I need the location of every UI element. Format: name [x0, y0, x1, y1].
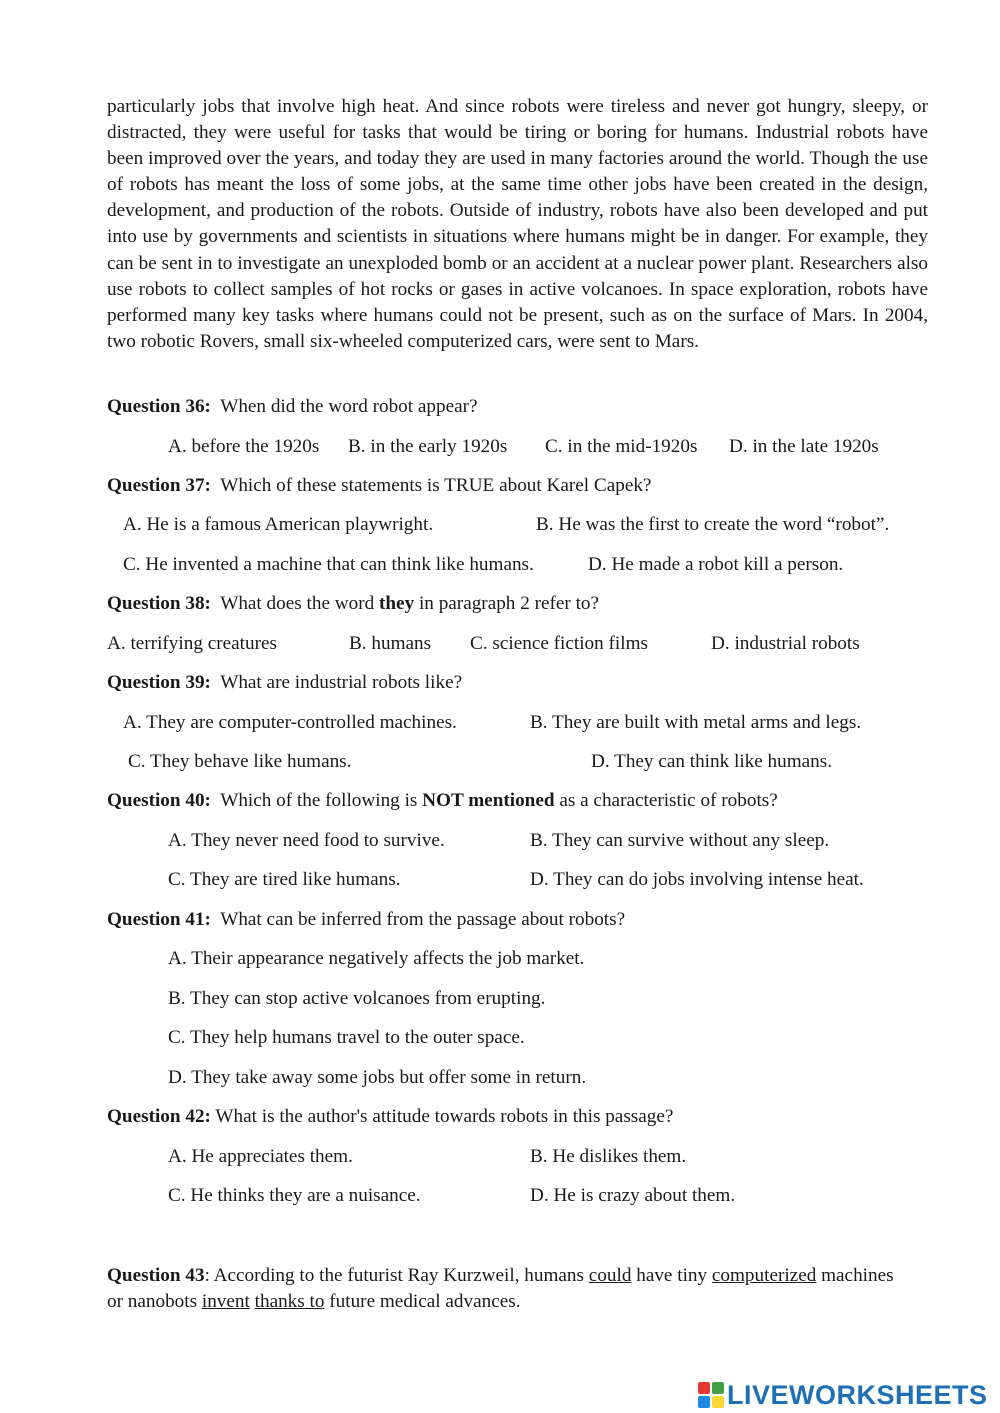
question-40-text-before: Which of the following is — [220, 790, 418, 811]
q37-option-c: C. He invented a machine that can think like humans. — [123, 554, 534, 575]
q36-option-c: C. in the mid-1920s — [545, 436, 698, 457]
logo-square-1 — [698, 1382, 710, 1394]
question-40-label: Question 40: — [107, 790, 211, 811]
reading-passage: particularly jobs that involve high heat. And since robots were tireless and never got hungry, sleepy, or distracted, they were useful for tasks that would be tiring or boring for humans. Industrial robots have been improved over the years, and today they are used in many factories around the world. Though the use of robots has meant the loss of some jobs, at the same time other jobs have been created in the design, development, and production of the robots. Outside of industry, robots have also been developed and put into use by governments and scientists in situations where humans might be in danger. For example, they can be sent in to investigate an unexploded bomb or an accident at a nuclear power plant. Researchers also use robots to collect samples of hot rocks or gases in active volcanoes. In space exploration, robots have performed many key tasks where humans could not be present, such as on the surface of Mars. In 2004, two robotic Rovers, small six-wheeled computerized cars, were sent to Mars. — [107, 96, 928, 352]
question-40-text-after: as a characteristic of robots? — [559, 790, 778, 811]
q41-option-c: C. They help humans travel to the outer space. — [168, 1027, 525, 1048]
q38-option-c: C. science fiction films — [470, 633, 648, 654]
q39-option-a: A. They are computer-controlled machines. — [123, 712, 457, 733]
question-38-text-after: in paragraph 2 refer to? — [418, 593, 600, 614]
question-37-label: Question 37: — [107, 475, 211, 496]
q37-option-a: A. He is a famous American playwright. — [123, 514, 434, 535]
question-42-label: Question 42: — [107, 1106, 211, 1127]
question-36 — [107, 395, 478, 419]
q36-option-b: B. in the early 1920s — [348, 436, 508, 457]
question-43-label: Question 43 — [107, 1265, 205, 1286]
question-41-text: What can be inferred from the passage about robots? — [220, 909, 626, 930]
q37-option-b: B. He was the first to create the word “robot”. — [536, 514, 890, 535]
q41-option-a: A. Their appearance negatively affects the job market. — [168, 948, 585, 969]
question-43 — [107, 1263, 907, 1315]
q39-option-c: C. They behave like humans. — [128, 751, 352, 772]
q37-option-d: D. He made a robot kill a person. — [588, 554, 844, 575]
question-40-keyword: NOT mentioned — [422, 790, 555, 811]
question-39-label: Question 39: — [107, 672, 211, 693]
question-39-text: What are industrial robots like? — [220, 672, 463, 693]
logo-square-2 — [712, 1382, 724, 1394]
q42-option-a: A. He appreciates them. — [168, 1146, 353, 1167]
question-43-underlined-thanks-to: thanks to — [254, 1291, 325, 1312]
question-37-text: Which of these statements is TRUE about Karel Capek? — [220, 475, 652, 496]
logo-square-3 — [698, 1396, 710, 1408]
q40-option-b: B. They can survive without any sleep. — [530, 830, 830, 851]
question-36-text: When did the word robot appear? — [220, 396, 478, 417]
q41-option-d: D. They take away some jobs but offer some in return. — [168, 1067, 587, 1088]
reading-passage-container — [107, 94, 928, 355]
question-43-text-5: future medical advances. — [324, 1291, 521, 1312]
q40-option-d: D. They can do jobs involving intense heat. — [530, 869, 864, 890]
question-37 — [107, 474, 651, 498]
question-41-label: Question 41: — [107, 909, 211, 930]
q40-option-a: A. They never need food to survive. — [168, 830, 445, 851]
question-43-underlined-could: could — [588, 1265, 632, 1286]
q42-option-b: B. He dislikes them. — [530, 1146, 687, 1167]
question-43-text-2: have tiny — [631, 1265, 712, 1286]
q38-option-b: B. humans — [349, 633, 432, 654]
question-39 — [107, 671, 462, 695]
question-41 — [107, 908, 625, 932]
q38-option-d: D. industrial robots — [711, 633, 860, 654]
question-43-underlined-invent: invent — [201, 1291, 250, 1312]
liveworksheets-logo-icon — [698, 1382, 724, 1408]
liveworksheets-watermark — [698, 1378, 988, 1412]
question-43-underlined-computerized: computerized — [711, 1265, 817, 1286]
logo-square-4 — [712, 1396, 724, 1408]
q38-option-a: A. terrifying creatures — [107, 633, 277, 654]
question-38 — [107, 592, 599, 616]
question-42 — [107, 1105, 673, 1129]
question-36-label: Question 36: — [107, 396, 211, 417]
q36-option-d: D. in the late 1920s — [729, 436, 879, 457]
question-42-text: What is the author's attitude towards robots in this passage? — [215, 1106, 674, 1127]
q36-option-a: A. before the 1920s — [168, 436, 320, 457]
q42-option-c: C. He thinks they are a nuisance. — [168, 1185, 421, 1206]
question-43-text-3: machines or nanobots — [107, 1265, 894, 1312]
question-38-keyword: they — [379, 593, 415, 614]
question-38-text-before: What does the word — [220, 593, 375, 614]
q41-option-b: B. They can stop active volcanoes from erupting. — [168, 988, 546, 1009]
question-38-label: Question 38: — [107, 593, 211, 614]
q40-option-c: C. They are tired like humans. — [168, 869, 401, 890]
q42-option-d: D. He is crazy about them. — [530, 1185, 736, 1206]
q39-option-b: B. They are built with metal arms and legs. — [530, 712, 862, 733]
q39-option-d: D. They can think like humans. — [591, 751, 833, 772]
question-40 — [107, 789, 778, 813]
question-43-text-1: : According to the futurist Ray Kurzweil, humans — [204, 1265, 589, 1286]
liveworksheets-brand-text: LIVEWORKSHEETS — [727, 1379, 988, 1410]
